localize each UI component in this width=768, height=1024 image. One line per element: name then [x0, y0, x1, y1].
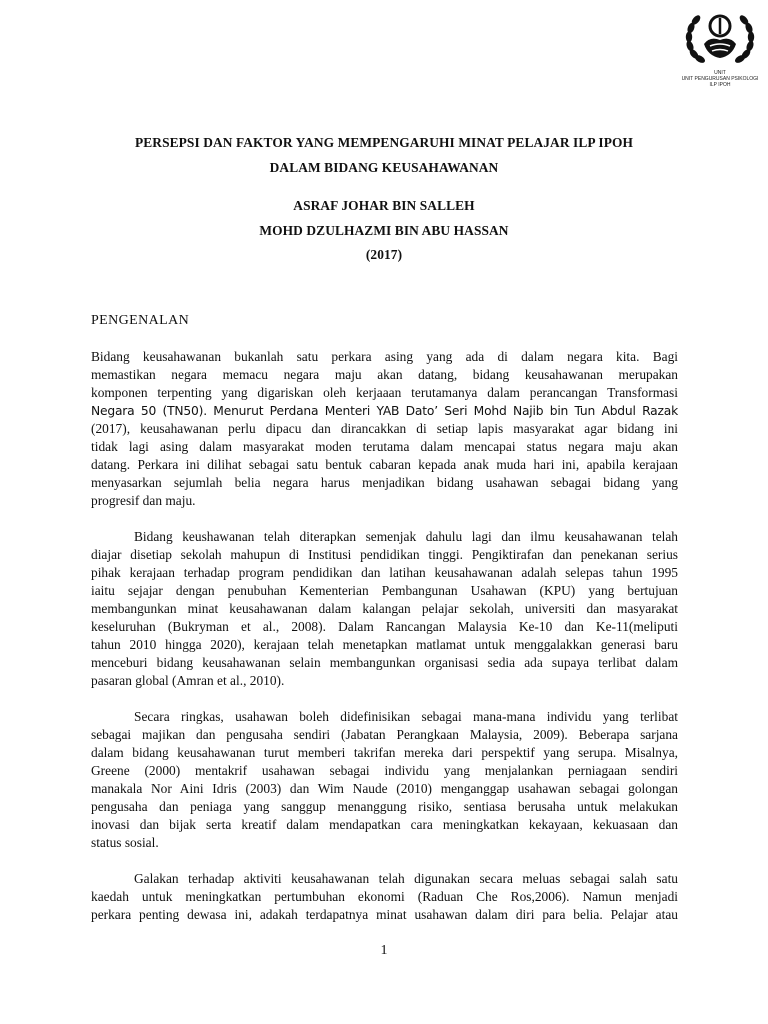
text-line: Negara 50 (TN50). Menurut Perdana Menteri YAB Dato’ Seri Mohd Najib bin Tun Abdul Razak	[91, 404, 678, 418]
paper-title-line-1: PERSEPSI DAN FAKTOR YANG MEMPENGARUHI MINAT PELAJAR ILP IPOH	[134, 135, 634, 150]
text-line: kaedah untuk meningkatkan pertumbuhan ekonomi (Raduan Che Ros,2006). Namun menjadi	[91, 889, 678, 904]
text-line: menyasarkan sejumlah belia negara harus menjadikan bidang usahawan sebagai bidang yang	[91, 475, 678, 490]
text-line: tahun 2010 hingga 2020), kerajaan telah menetapkan matlamat untuk menggalakkan generasi baru	[91, 637, 678, 652]
text-line: iaitu sejajar dengan penubuhan Kementerian Pembangunan Usahawan (KPU) yang bertujuan	[91, 583, 678, 598]
text-line: pengusaha dan peniaga yang sanggup menanggung risiko, sentiasa berusaha untuk melakukan	[91, 799, 678, 814]
text-line: sebagai majikan dan pengusaha sendiri (Jabatan Perangkaan Malaysia, 2009). Beberapa sarjana	[91, 727, 678, 742]
text-line: status sosial.	[91, 835, 159, 850]
text-line: pihak kerajaan terhadap program pendidikan dan latihan keusahawanan adalah selepas tahun 1995	[91, 565, 678, 580]
section-heading: PENGENALAN	[91, 313, 190, 328]
text-line: tidak lagi asing dalam masyarakat moden terutama dalam mencapai status negara maju akan	[91, 439, 678, 454]
logo-text-line-3: ILP IPOH	[709, 82, 731, 88]
text-line: membangunkan minat keusahawanan dalam kalangan pelajar sekolah, universiti dan masyarakat	[91, 601, 678, 616]
text-line: pasaran global (Amran et al., 2010).	[91, 673, 285, 688]
author-name: ASRAF JOHAR BIN SALLEH	[293, 198, 475, 213]
text-line: Bidang keushawanan telah diterapkan semenjak dahulu lagi dan ilmu keusahawanan telah	[134, 529, 678, 544]
text-line: menceburi bidang keusahawanan selain membangunkan organisasi sedia ada supaya terlibat dalam	[91, 655, 678, 670]
paper-title-line-2: DALAM BIDANG KEUSAHAWANAN	[269, 160, 499, 175]
logo-text-line-2: UNIT PENGURUSAN PSIKOLOGI	[681, 76, 759, 82]
text-line: Galakan terhadap aktiviti keusahawanan telah digunakan secara meluas sebagai salah satu	[134, 871, 678, 886]
text-line: memastikan negara memacu negara maju akan datang, bidang keusahawanan merupakan	[91, 367, 678, 382]
text-line: Bidang keusahawanan bukanlah satu perkara asing yang ada di dalam negara kita. Bagi	[91, 349, 678, 364]
publication-year: (2017)	[365, 247, 403, 262]
text-line: Secara ringkas, usahawan boleh didefinisikan sebagai mana-mana individu yang terlibat	[134, 709, 678, 724]
text-line: perkara penting dewasa ini, adakah terdapatnya minat usahawan dalam diri para belia. Pelajar atau	[91, 907, 678, 922]
text-line: progresif dan maju.	[91, 493, 196, 508]
text-line: diajar disetiap sekolah mahupun di Institusi pendidikan tinggi. Pengiktirafan dan penekanan serius	[91, 547, 678, 562]
text-line: dalam bidang keusahawanan turut memberi takrifan mereka dari perspektif yang serupa. Misalnya,	[91, 745, 678, 760]
text-line: inovasi dan bijak serta kreatif dalam mendapatkan cara meningkatkan kekayaan, kekuasaan dan	[91, 817, 678, 832]
text-line: (2017), keusahawanan perlu dipacu dan dirancakkan di setiap lapis masyarakat agar bidang ini	[91, 421, 678, 436]
logo-text-line-1: UNIT	[714, 70, 726, 76]
text-line: manakala Nor Aini Idris (2003) dan Wim Naude (2010) menganggap usahawan sebagai golongan	[91, 781, 678, 796]
text-line: keseluruhan (Bukryman et al., 2008). Dalam Rancangan Malaysia Ke-10 dan Ke-11(meliputi	[91, 619, 678, 634]
text-line: Greene (2000) mentakrif usahawan sebagai individu yang menjalankan perniagaan sendiri	[91, 763, 678, 778]
author-name: MOHD DZULHAZMI BIN ABU HASSAN	[259, 223, 509, 238]
page-number: 1	[380, 943, 388, 958]
text-line: datang. Perkara ini dilihat sebagai satu bentuk cabaran kepada anak muda hari ini, apabila kerajaan	[91, 457, 678, 472]
text-line: komponen terpenting yang digariskan oleh kerjaaan terutamanya dalam perancangan Transformasi	[91, 385, 678, 400]
laurel-emblem-icon	[680, 8, 760, 72]
